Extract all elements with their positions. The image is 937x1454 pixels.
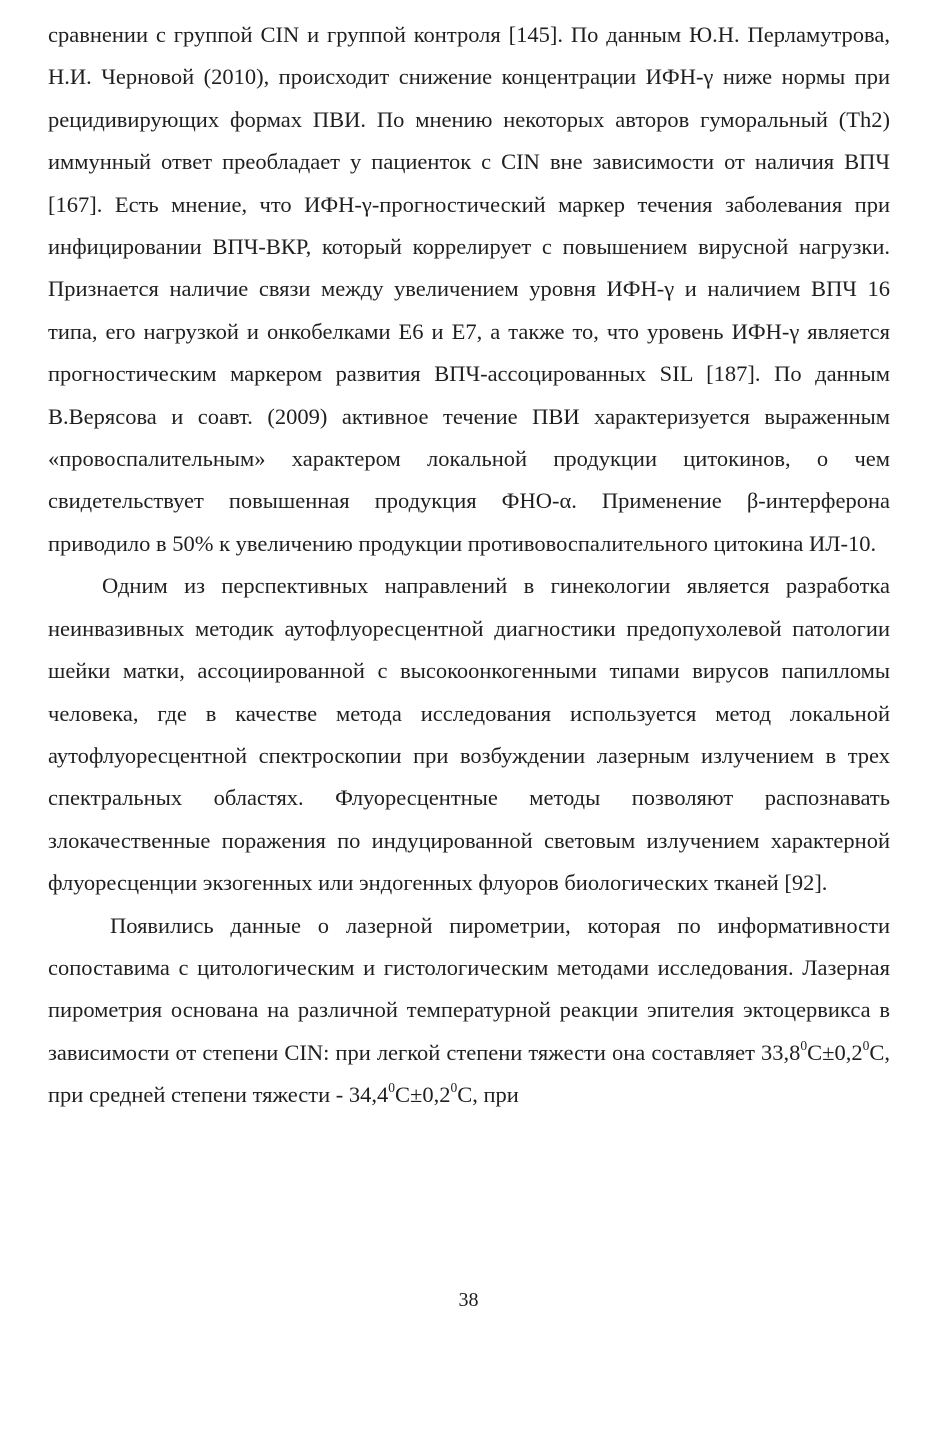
paragraph-3-text-mid3: C±0,2 (394, 1082, 451, 1108)
paragraph-3-text-mid1: C±0,2 (807, 1039, 863, 1065)
paragraph-3-text-after: C, при (457, 1082, 519, 1108)
degree-superscript: 0 (862, 1037, 870, 1053)
document-page (48, 14, 890, 1117)
paragraph-1: сравнении с группой CIN и группой контроля [145]. По данным Ю.Н. Перламутрова, Н.И. Черновой (2010), происходит снижение концентрации ИФН-γ ниже нормы при рецидивирующих формах ПВИ. По мнению некоторых авторов гуморальный (Th2) иммунный ответ преобладает у пациенток с CIN вне зависимости от наличия ВПЧ [167]. Есть мнение, что ИФН-γ-прогностический маркер течения заболевания при инфицировании ВПЧ-ВКР, который коррелирует с повышением вирусной нагрузки. Признается наличие связи между увеличением уровня ИФН-γ и наличием ВПЧ 16 типа, его нагрузкой и онкобелками Е6 и Е7, а также то, что уровень ИФН-γ является прогностическим маркером развития ВПЧ-ассоцированных SIL [187]. По данным В.Верясова и соавт. (2009) активное течение ПВИ характеризуется выраженным «провоспалительным» характером локальной продукции цитокинов, о чем свидетельствует повышенная продукция ФНО-α. Применение β-интерферона приводило в 50% к увеличению продукции противовоспалительного цитокина ИЛ-10. (48, 22, 890, 556)
degree-superscript: 0 (388, 1080, 395, 1096)
page-number: 38 (458, 1289, 479, 1311)
degree-superscript: 0 (450, 1080, 458, 1096)
degree-superscript: 0 (800, 1037, 808, 1053)
paragraph-3-text-before: Появились данные о лазерной пирометрии, которая по информативности сопоставима с цитологическим и гистологическим методами исследования. Лазерная пирометрия основана на различной температурной реакции эпителия эктоцервикса в зависимости от степени CIN: при легкой степени тяжести она составляет 33,8 (48, 912, 890, 1065)
paragraph-2: Одним из перспективных направлений в гинекологии является разработка неинвазивных методик аутофлуоресцентной диагностики предопухолевой патологии шейки матки, ассоциированной с высокоонкогенными типами вирусов папилломы человека, где в качестве метода исследования используется метод локальной аутофлуоресцентной спектроскопии при возбуждении лазерным излучением в трех спектральных областях. Флуоресцентные методы позволяют распознавать злокачественные поражения по индуцированной световым излучением характерной флуоресценции экзогенных или эндогенных флуоров биологических тканей [92]. (48, 573, 890, 896)
paragraph-3-text-mid2: C, при средней степени тяжести - 34,4 (48, 1039, 890, 1108)
paragraph-3 (48, 905, 890, 1117)
